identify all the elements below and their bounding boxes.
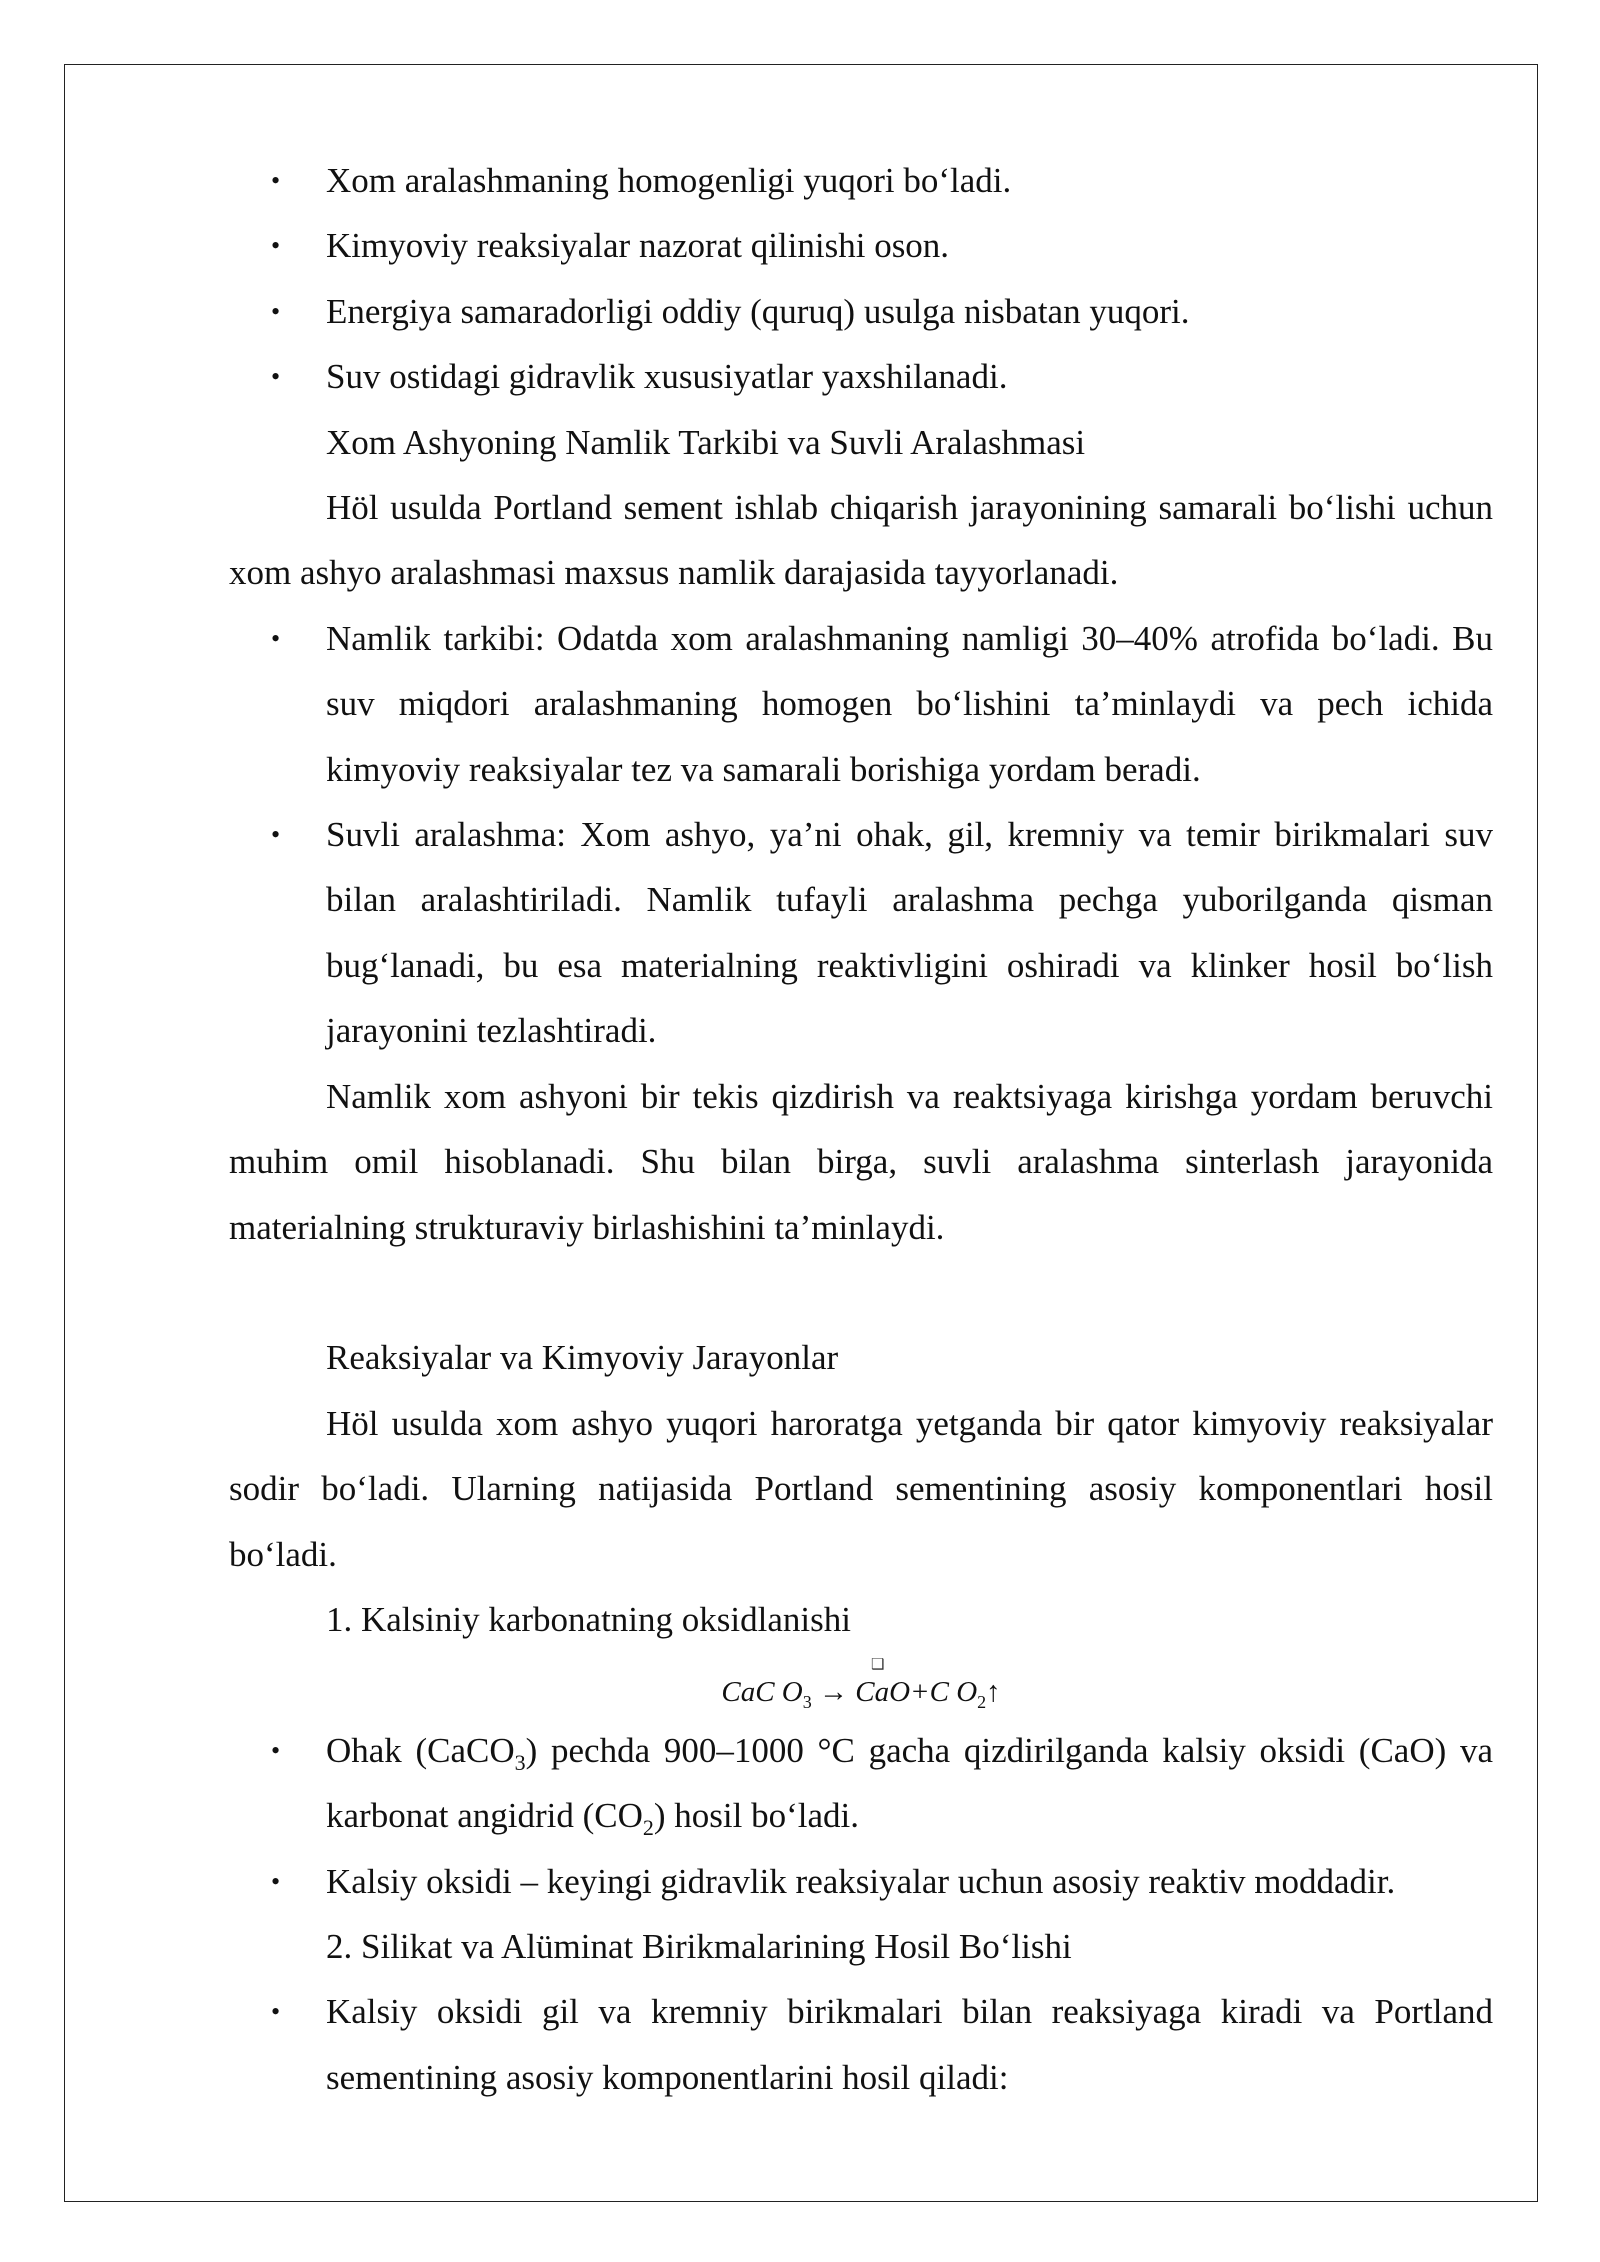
list-item: • Namlik tarkibi: Odatda xom aralashmaning namligi 30–40% atrofida bo‘ladi. Bu suv miqdori aralashmaning homogen bo‘lishini ta’minlaydi va pech ichida kimyoviy reaksiyalar tez va samarali borishiga yordam beradi. — [229, 606, 1493, 802]
section-heading: Xom Ashyoning Namlik Tarkibi va Suvli Aralashmasi — [326, 422, 1086, 462]
list-item: • Kalsiy oksidi – keyingi gidravlik reaksiyalar uchun asosiy reaktiv moddadir. — [229, 1849, 1493, 1914]
list-item: • Suv ostidagi gidravlik xususiyatlar yaxshilanadi. — [229, 344, 1493, 409]
bullet-dot: • — [271, 231, 281, 261]
bullet-dot: • — [271, 623, 281, 653]
list-item: • Energiya samaradorligi oddiy (quruq) usulga nisbatan yuqori. — [229, 279, 1493, 344]
list-item: • Suvli aralashma: Xom ashyo, ya’ni ohak, gil, kremniy va temir birikmalari suv bilan aralashtiriladi. Namlik tufayli aralashma pechga yuborilganda qisman bug‘lanadi, bu esa materialning reaktivligini oshiradi va klinker hosil bo‘lish jarayonini tezlashtiradi. — [229, 802, 1493, 1064]
document-body — [229, 148, 1493, 2110]
up-arrow-icon: ↑ — [986, 1676, 1001, 1709]
chemical-formula: ❑ CaC $O_3 \to CaO+C$ $O_2↑$ — [721, 1657, 1001, 1713]
arrow-icon: → — [819, 1676, 848, 1709]
paragraph: Höl usulda xom ashyo yuqori haroratga yetganda bir qator kimyoviy reaksiyalar sodir bo‘ladi. Ularning natijasida Portland sementining asosiy komponentlari hosil bo‘ladi. — [229, 1403, 1493, 1574]
bullet-dot: • — [271, 820, 281, 850]
bullet-dot: • — [271, 296, 281, 326]
subsection-heading: 1. Kalsiniy karbonatning oksidlanishi — [326, 1599, 851, 1639]
bullet-dot: • — [271, 166, 281, 195]
list-item: • Kimyoviy reaksiyalar nazorat qilinishi oson. — [229, 213, 1493, 278]
paragraph: Namlik xom ashyoni bir tekis qizdirish va reaktsiyaga kirishga yordam beruvchi muhim omil hisoblanadi. Shu bilan birga, suvli aralashma sinterlash jarayonida materialning strukturaviy birlashishini ta’minlaydi. — [229, 1076, 1493, 1247]
bullet-dot: • — [271, 1735, 281, 1765]
list-item: • Ohak (CaCO$_3$) pechda 900–1000 °C gacha qizdirilganda kalsiy oksidi (CaO) va karbonat angidrid $(CO_2)$ hosil bo‘ladi. — [229, 1718, 1493, 1849]
paragraph: Höl usulda Portland sement ishlab chiqarish jarayonining samarali bo‘lishi uchun xom ashyo aralashmasi maxsus namlik darajasida tayyorlanadi. — [229, 488, 1493, 593]
section-heading: Reaksiyalar va Kimyoviy Jarayonlar — [326, 1338, 839, 1378]
list-item: • Xom aralashmaning homogenligi yuqori bo‘ladi. — [229, 148, 1493, 213]
blank-line — [229, 1260, 1493, 1325]
bullet-dot: • — [271, 1997, 281, 2027]
bullet-dot: • — [271, 1866, 281, 1896]
bullet-dot: • — [271, 362, 281, 392]
placeholder-box-icon: ❑ — [871, 1657, 885, 1674]
subsection-heading: 2. Silikat va Alüminat Birikmalarining Hosil Bo‘lishi — [326, 1926, 1072, 1966]
list-item: • Kalsiy oksidi gil va kremniy birikmalari bilan reaksiyaga kiradi va Portland sementining asosiy komponentlarini hosil qiladi: — [229, 1979, 1493, 2110]
